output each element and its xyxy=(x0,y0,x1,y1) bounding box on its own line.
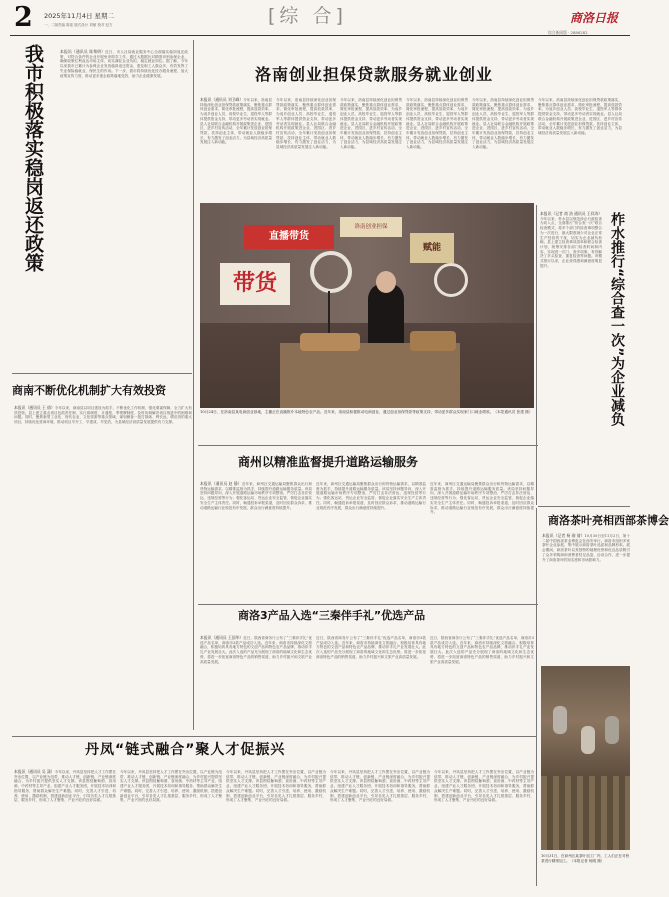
transport-body-1 xyxy=(200,482,312,602)
talent-body-2: 今年以来，丹凤县坚持把人才工作摆在突出位置，以产业链为纽带，推动人才链、创新链、产业链深度融合，为乡村振兴提供坚实人才支撑。该县围绕葡萄酒、食用菌、中药材等主导产业，组建产业人才服务团，开展技术培训和指导服务，帮助群众解决生产难题。同时，完善人才引进、培养、使用、激励机制，搭建创新创业平台，引导各类人才扎根基层、服务乡村，形成了人才聚集、产业兴旺的良好局面。 xyxy=(120,770,222,803)
photo-goods-sign: 带货 xyxy=(220,263,290,305)
column-text: 今年以来，柞水县以规范涉企行政检查为切入点，全面推行“综合查一次”联合检查模式，将多个部门的检查事项整合为一次进行，最大限度减少对企业正常生产经营的干扰，切实为企业减负松绑。县上建立检查事项清单和联合检查计划，统筹安排各部门检查时间和内容，实现进一次门、查多项事，有效解决了多头检查、重复检查等问题。该模式推行以来，企业获得感和满意度明显提升。 xyxy=(540,216,602,268)
hero-body-4: 今年以来，洛南县持续深化创业担保贷款政策落实，聚焦重点群体创业需求，简化审批流程，提高放款效率，为返乡创业人员、高校毕业生、退役军人等群体提供资金支持，带动更多劳动者实现就业。县人社局联合金融机构开展政策进企业、进园区、进乡村宣传活动，全年累计发放创业担保贷款，扶持创业主体，带动就业人数稳步增长，有力激发了创业活力，为县域经济高质量发展注入新动能。 xyxy=(406,98,468,150)
column-bottom-rule xyxy=(538,506,630,507)
handshake-headline: 商洛3产品入选“三秦伴手礼”优选产品 xyxy=(238,609,426,622)
investment-byline: 本报讯（通讯员 王 倩） xyxy=(14,405,55,410)
hero-text: 今年以来，洛南县持续深化创业担保贷款政策落实，聚焦重点群体创业需求，简化审批流程，提高放款效率，为返乡创业人员、高校毕业生、退役军人等群体提供资金支持，带动更多劳动者实现就业。县人社局联合金融机构开展政策进企业、进园区、进乡村宣传活动，全年累计发放创业担保贷款，扶持创业主体，带动就业人数稳步增长，有力激发了创业活力，为县域经济高质量发展注入新动能。 xyxy=(200,98,272,145)
tea-worker-2 xyxy=(581,726,595,754)
page-number: 2 xyxy=(14,2,33,33)
hero-bottom-rule xyxy=(198,445,538,446)
presenter-head xyxy=(376,271,396,293)
policy-body xyxy=(60,50,188,342)
hero-caption: 10月24日，在洛南县某电商创业基地，主播正在直播推介本地特色农产品。近年来，洛南县积极推动电商创业，通过创业担保贷款等政策支持，带动更多群众实现家门口就业增收。（本报通讯员 张建 摄） xyxy=(200,410,533,414)
hero-photo xyxy=(200,203,534,408)
transport-bottom-rule xyxy=(198,604,538,605)
transport-text: 近年来，商州区交通运输局聚焦群众出行和货物运输需求，以精准监督为抓手，持续提升道路运输服务质量。该局坚持问题导向，深入开展道路运输市场秩序专项整治，严厉打击非法营运、违规经营等行为；强化客运站、货运企业安全监管，督促企业落实安全生产主体责任。同时，畅通投诉举报渠道，及时回应群众诉求，推动道路运输行业规范有序发展，群众出行满意度持续提升。 xyxy=(200,482,312,510)
hero-body-5: 今年以来，洛南县持续深化创业担保贷款政策落实，聚焦重点群体创业需求，简化审批流程，提高放款效率，为返乡创业人员、高校毕业生、退役军人等群体提供资金支持，带动更多劳动者实现就业。县人社局联合金融机构开展政策进企业、进园区、进乡村宣传活动，全年累计发放创业担保贷款，扶持创业主体，带动就业人数稳步增长，有力激发了创业活力，为县域经济高质量发展注入新动能。 xyxy=(472,98,534,150)
ring-light-icon-right xyxy=(434,263,468,297)
tea-text: 10月30日至11月2日，第十二届中国西部茶业博览会在西安举行。商洛市组织多家茶叶企业参展，集中展示商洛茶叶品质和品牌形象。展会期间，商洛茶叶以其独特的地理优势和优良品质吸引了众多采购商和消费者驻足品鉴、洽谈合作，进一步提升了商洛茶叶的知名度和市场影响力。 xyxy=(542,534,630,562)
product-pile-2 xyxy=(410,331,456,351)
transport-byline: 本报讯（通讯员 赵 静） xyxy=(200,481,242,486)
transport-body-3: 近年来，商州区交通运输局聚焦群众出行和货物运输需求，以精准监督为抓手，持续提升道路运输服务质量。该局坚持问题导向，深入开展道路运输市场秩序专项整治，严厉打击非法营运、违规经营等行为；强化客运站、货运企业安全监管，督促企业落实安全生产主体责任。同时，畅通投诉举报渠道，及时回应群众诉求，推动道路运输行业规范有序发展，群众出行满意度持续提升。 xyxy=(430,482,534,515)
handshake-text: 近日，陕西省商务厅公布了“三秦伴手礼”优选产品名单，商洛市3款产品成功入选。近年来，商洛市持续深化文旅融合，积极培育具有地方特色的文创产品和特色农产品品牌，推动伴手礼产业发展壮大。此次入选的产品充分展现了商洛的地域文化和生态优势，将进一步拓宽商洛特色产品的销售渠道，助力乡村振兴和文旅产业高质量发展。 xyxy=(200,636,312,664)
policy-headline: 我市积极落实稳岗返还政策 xyxy=(22,44,44,272)
tea-worker xyxy=(553,706,567,734)
right-vertical-rule xyxy=(536,205,537,505)
tea-caption: 10月31日，在商州区某茶叶加工厂内，工人们正在对秋茶进行精细加工。（本报记者 杨刚 摄） xyxy=(541,854,630,863)
talent-body-1 xyxy=(14,770,116,888)
editor-line: 综合新闻版 · 2886282 xyxy=(548,30,588,35)
column-headline: 柞水推行“综合查一次”为企业减负 xyxy=(609,212,625,427)
talent-body-5: 今年以来，丹凤县坚持把人才工作摆在突出位置，以产业链为纽带，推动人才链、创新链、产业链深度融合，为乡村振兴提供坚实人才支撑。该县围绕葡萄酒、食用菌、中药材等主导产业，组建产业人才服务团，开展技术培训和指导服务，帮助群众解决生产难题。同时，完善人才引进、培养、使用、激励机制，搭建创新创业平台，引导各类人才扎根基层、服务乡村，形成了人才聚集、产业兴旺的良好局面。 xyxy=(434,770,534,803)
talent-text: 今年以来，丹凤县坚持把人才工作摆在突出位置，以产业链为纽带，推动人才链、创新链、产业链深度融合，为乡村振兴提供坚实人才支撑。该县围绕葡萄酒、食用菌、中药材等主导产业，组建产业人才服务团，开展技术培训和指导服务，帮助群众解决生产难题。同时，完善人才引进、培养、使用、激励机制，搭建创新创业平台，引导各类人才扎根基层、服务乡村，形成了人才聚集、产业兴旺的良好局面。 xyxy=(14,770,116,803)
section-label: [综 合] xyxy=(268,5,347,27)
handshake-byline: 本报讯（通讯员 王国华） xyxy=(200,635,244,640)
tea-tray xyxy=(541,776,630,850)
investment-body xyxy=(14,406,192,722)
talent-byline: 本报讯（通讯员 吴 潇） xyxy=(14,769,55,774)
hero-body-6: 今年以来，洛南县持续深化创业担保贷款政策落实，聚焦重点群体创业需求，简化审批流程，提高放款效率，为返乡创业人员、高校毕业生、退役军人等群体提供资金支持，带动更多劳动者实现就业。县人社局联合金融机构开展政策进企业、进园区、进乡村宣传活动，全年累计发放创业担保贷款，扶持创业主体，带动就业人数稳步增长，有力激发了创业活力，为县域经济高质量发展注入新动能。 xyxy=(538,98,622,135)
handshake-body-3: 近日，陕西省商务厅公布了“三秦伴手礼”优选产品名单，商洛市3款产品成功入选。近年来，商洛市持续深化文旅融合，积极培育具有地方特色的文创产品和特色农产品品牌，推动伴手礼产业发展壮大。此次入选的产品充分展现了商洛的地域文化和生态优势，将进一步拓宽商洛特色产品的销售渠道，助力乡村振兴和文旅产业高质量发展。 xyxy=(430,636,534,664)
header-rule xyxy=(10,35,630,36)
tea-body xyxy=(542,534,630,664)
product-pile xyxy=(300,333,360,351)
talent-headline: 丹凤“链式融合”聚人才促振兴 xyxy=(85,742,286,758)
issue-date: 2025年11月4日 星期二 xyxy=(44,12,115,20)
policy-byline: 本报讯（通讯员 陈黎明） xyxy=(60,49,106,54)
hero-headline: 洛南创业担保贷款服务就业创业 xyxy=(255,65,494,84)
column-byline: 本报讯（记者 商 洛 通讯员 王祥涛） xyxy=(540,211,602,216)
handshake-body-2: 近日，陕西省商务厅公布了“三秦伴手礼”优选产品名单，商洛市3款产品成功入选。近年来，商洛市持续深化文旅融合，积极培育具有地方特色的文创产品和特色农产品品牌，推动伴手礼产业发展壮大。此次入选的产品充分展现了商洛的地域文化和生态优势，将进一步拓宽商洛特色产品的销售渠道，助力乡村振兴和文旅产业高质量发展。 xyxy=(316,636,426,659)
hero-body-2: 今年以来，洛南县持续深化创业担保贷款政策落实，聚焦重点群体创业需求，简化审批流程，提高放款效率，为返乡创业人员、高校毕业生、退役军人等群体提供资金支持，带动更多劳动者实现就业。县人社局联合金融机构开展政策进企业、进园区、进乡村宣传活动，全年累计发放创业担保贷款，扶持创业主体，带动就业人数稳步增长，有力激发了创业活力，为县域经济高质量发展注入新动能。 xyxy=(276,98,336,150)
investment-text: 今年以来，商南县以项目建设为抓手，不断优化工作机制，强化要素保障，全力扩大有效投资。县上建立重点项目包抓责任制，实行周调度、月通报、季观摩制度，及时协调解决项目推进中的困难和问题。同时，聚焦新型工业化、现代农业、文化旅游等重点领域，谋划储备一批打基础、利长远、增后劲的重大项目，持续优化营商环境，推动项目早开工、早建成、早见效，为县域经济高质量发展提供有力支撑。 xyxy=(14,406,192,425)
policy-text: 近日，市人社局就业服务中心全面落实稳岗返还政策，对符合条件的企业开展免申即享工作，通过大数据比对精准识别参保企业，确保政策红利直达市场主体，切实减轻企业负担，稳定就业岗位。据了解，今年以来我市已累计为参保企业发放稳岗返还资金，惠及职工人数众多，有效发挥了失业保险稳就业、保民生的作用。下一步，我市将持续优化经办服务流程，加大政策宣传力度，推动更多惠企政策落地见效，助力企业健康发展。 xyxy=(60,50,188,78)
photo-banner-sign: 直播带货 xyxy=(244,225,334,249)
policy-bottom-rule xyxy=(12,373,192,374)
tea-worker-3 xyxy=(605,716,619,744)
hero-body-1 xyxy=(200,98,272,200)
investment-headline: 商南不断优化机制扩大有效投资 xyxy=(12,384,166,397)
photo-center-sign: 洛南创业担保 xyxy=(340,217,402,237)
tea-photo xyxy=(541,666,630,850)
handshake-body-1 xyxy=(200,636,312,734)
column-body xyxy=(540,212,602,502)
hero-byline: 本报讯（通讯员 刘卫峰） xyxy=(200,97,244,102)
ring-light-icon xyxy=(310,251,352,293)
transport-headline: 商州以精准监督提升道路运输服务 xyxy=(238,455,419,469)
paper-logo: 商洛日报 xyxy=(570,11,619,25)
handshake-bottom-rule xyxy=(12,736,536,737)
talent-body-4: 今年以来，丹凤县坚持把人才工作摆在突出位置，以产业链为纽带，推动人才链、创新链、产业链深度融合，为乡村振兴提供坚实人才支撑。该县围绕葡萄酒、食用菌、中药材等主导产业，组建产业人才服务团，开展技术培训和指导服务，帮助群众解决生产难题。同时，完善人才引进、培养、使用、激励机制，搭建创新创业平台，引导各类人才扎根基层、服务乡村，形成了人才聚集、产业兴旺的良好局面。 xyxy=(330,770,430,803)
editor-subline: 一、二版责编 陈迎 版式设计 刘敏 校对 纪方 xyxy=(44,23,113,27)
display-table xyxy=(280,343,460,408)
photo-brand-sign: 赋能 xyxy=(410,233,454,263)
transport-body-2: 近年来，商州区交通运输局聚焦群众出行和货物运输需求，以精准监督为抓手，持续提升道路运输服务质量。该局坚持问题导向，深入开展道路运输市场秩序专项整治，严厉打击非法营运、违规经营等行为；强化客运站、货运企业安全监管，督促企业落实安全生产主体责任。同时，畅通投诉举报渠道，及时回应群众诉求，推动道路运输行业规范有序发展，群众出行满意度持续提升。 xyxy=(316,482,426,510)
talent-body-3: 今年以来，丹凤县坚持把人才工作摆在突出位置，以产业链为纽带，推动人才链、创新链、产业链深度融合，为乡村振兴提供坚实人才支撑。该县围绕葡萄酒、食用菌、中药材等主导产业，组建产业人才服务团，开展技术培训和指导服务，帮助群众解决生产难题。同时，完善人才引进、培养、使用、激励机制，搭建创新创业平台，引导各类人才扎根基层、服务乡村，形成了人才聚集、产业兴旺的良好局面。 xyxy=(226,770,326,803)
tea-headline: 商洛茶叶亮相西部茶博会 xyxy=(548,514,669,527)
tea-left-rule xyxy=(536,508,537,886)
tea-byline: 本报讯（记者 杨 刚 倩） xyxy=(542,533,585,538)
left-vertical-rule xyxy=(193,40,194,730)
hero-body-3: 今年以来，洛南县持续深化创业担保贷款政策落实，聚焦重点群体创业需求，简化审批流程，提高放款效率，为返乡创业人员、高校毕业生、退役军人等群体提供资金支持，带动更多劳动者实现就业。县人社局联合金融机构开展政策进企业、进园区、进乡村宣传活动，全年累计发放创业担保贷款，扶持创业主体，带动就业人数稳步增长，有力激发了创业活力，为县域经济高质量发展注入新动能。 xyxy=(340,98,402,150)
